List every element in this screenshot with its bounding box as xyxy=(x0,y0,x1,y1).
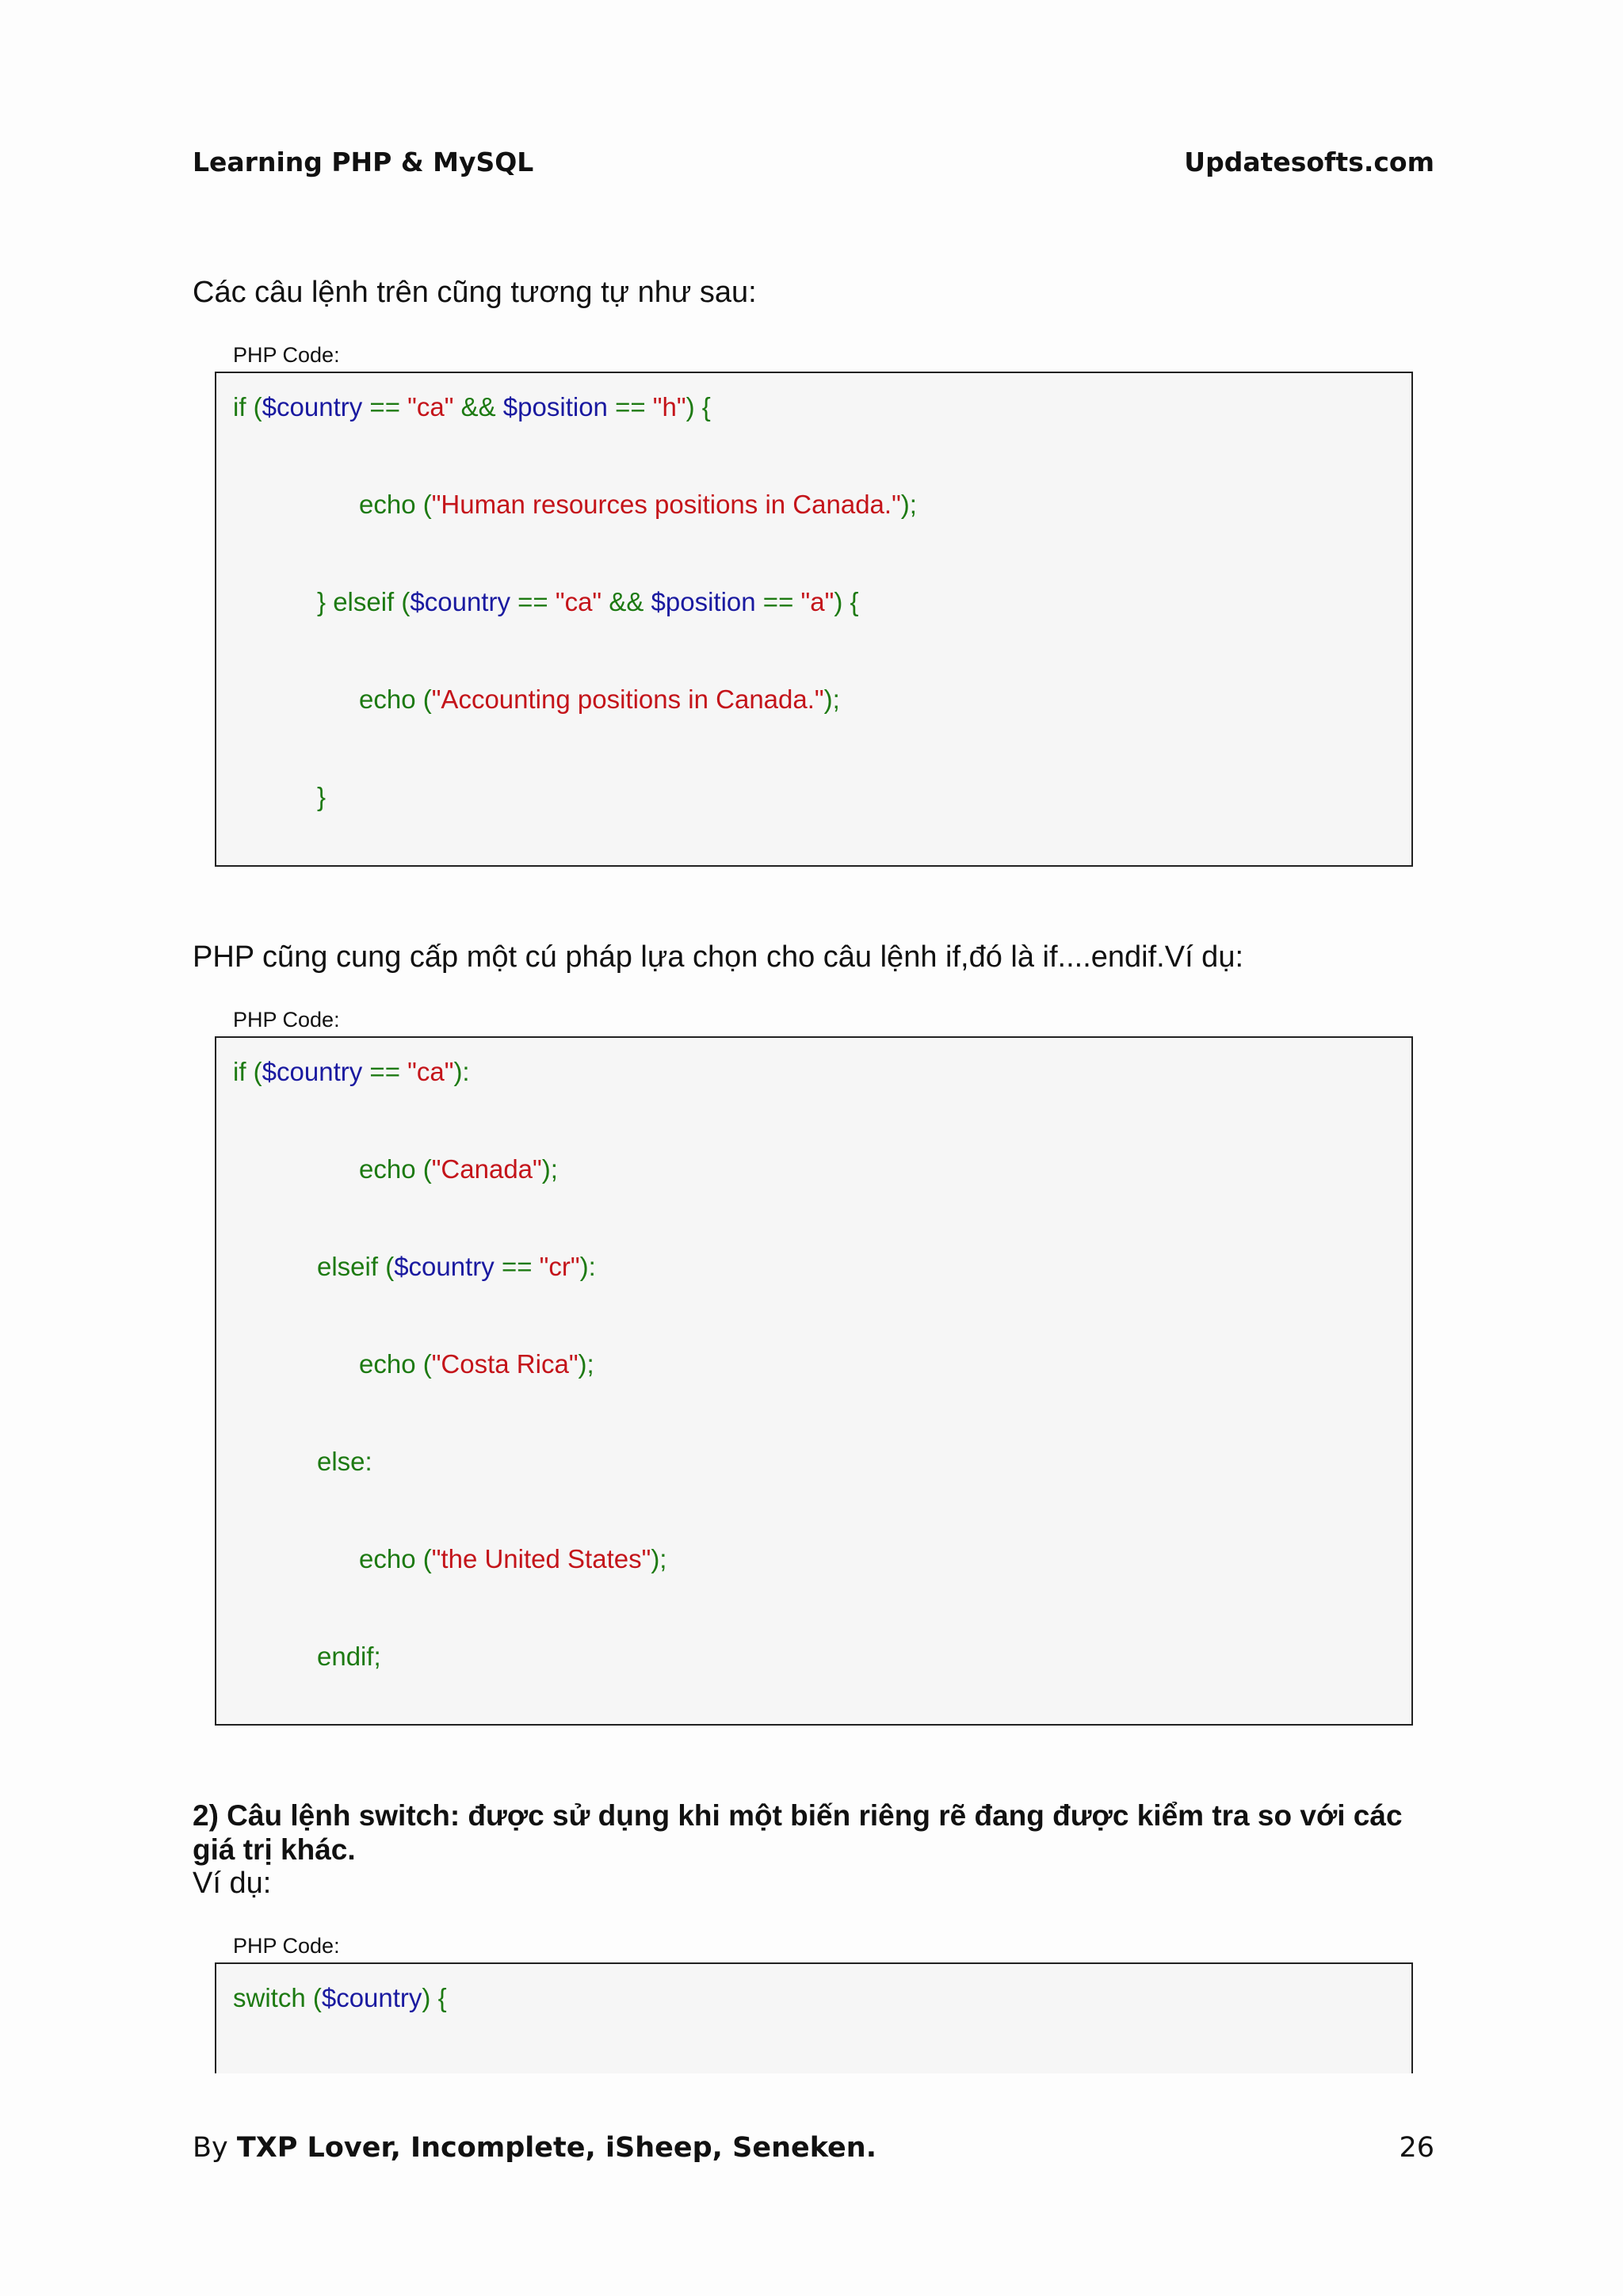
site-name: Updatesofts.com xyxy=(1184,147,1434,177)
code-line xyxy=(359,684,840,715)
code-keyword: ) { xyxy=(685,392,711,421)
footer-by: By xyxy=(193,2132,237,2164)
code-string: "Human resources positions in Canada." xyxy=(431,490,901,519)
code-line xyxy=(359,1543,666,1575)
code-string: "Accounting positions in Canada." xyxy=(431,685,824,714)
code-keyword: == xyxy=(494,1252,540,1281)
code-keyword: == xyxy=(607,392,653,421)
code-string: "cr" xyxy=(539,1252,580,1281)
page-number: 26 xyxy=(1399,2132,1434,2164)
code-keyword: && xyxy=(601,587,651,616)
code-keyword: endif; xyxy=(317,1642,381,1671)
code-keyword: switch ( xyxy=(233,1983,322,2012)
section-heading: 2) Câu lệnh switch: được sử dụng khi một biến riêng rẽ đang được kiểm tra so với các giá trị khác. xyxy=(193,1799,1403,1866)
code-keyword: echo ( xyxy=(359,490,432,519)
code-block-1 xyxy=(215,372,1413,867)
code-keyword: ); xyxy=(541,1154,558,1184)
code-string: "h" xyxy=(652,392,686,421)
code-keyword: ) { xyxy=(834,587,859,616)
code-string: "Costa Rica" xyxy=(431,1349,579,1379)
code-keyword: == xyxy=(510,587,556,616)
code-line xyxy=(317,1641,381,1672)
code-string: "ca" xyxy=(407,392,454,421)
code-keyword: ); xyxy=(651,1544,667,1573)
code-string: "a" xyxy=(800,587,834,616)
code-label: PHP Code: xyxy=(233,1934,340,1958)
code-string: "the United States" xyxy=(431,1544,651,1573)
code-keyword: ); xyxy=(578,1349,594,1379)
code-keyword: else: xyxy=(317,1447,372,1476)
code-keyword: ): xyxy=(453,1057,470,1086)
intro-paragraph: Các câu lệnh trên cũng tương tự như sau: xyxy=(193,276,757,309)
code-keyword: ): xyxy=(579,1252,596,1281)
code-variable: $position xyxy=(502,392,608,421)
example-label: Ví dụ: xyxy=(193,1867,272,1900)
footer-credits xyxy=(193,2131,876,2164)
code-keyword: ) { xyxy=(422,1983,447,2012)
code-keyword: == xyxy=(362,1057,408,1086)
code-block-2 xyxy=(215,1036,1413,1726)
code-line xyxy=(317,1251,596,1283)
code-keyword: if ( xyxy=(233,392,262,421)
code-variable: $country xyxy=(321,1983,422,2012)
code-line xyxy=(233,1056,470,1088)
code-keyword: == xyxy=(362,392,408,421)
code-line xyxy=(233,1982,447,2014)
code-keyword: ); xyxy=(823,685,840,714)
code-keyword: } elseif ( xyxy=(317,587,411,616)
code-keyword: echo ( xyxy=(359,1349,432,1379)
code-line xyxy=(359,489,917,521)
footer-authors: TXP Lover, Incomplete, iSheep, Seneken. xyxy=(236,2132,877,2164)
code-keyword: == xyxy=(755,587,801,616)
document-title: Learning PHP & MySQL xyxy=(193,147,534,177)
code-keyword: } xyxy=(317,782,327,811)
code-variable: $country xyxy=(394,1252,495,1281)
code-string: "ca" xyxy=(407,1057,454,1086)
code-keyword: && xyxy=(453,392,503,421)
code-block-3 xyxy=(215,1962,1413,2073)
code-line xyxy=(317,586,859,618)
code-keyword: echo ( xyxy=(359,1544,432,1573)
code-keyword: echo ( xyxy=(359,1154,432,1184)
code-variable: $position xyxy=(651,587,756,616)
code-keyword: elseif ( xyxy=(317,1252,395,1281)
code-variable: $country xyxy=(262,1057,363,1086)
code-label: PHP Code: xyxy=(233,1008,340,1032)
code-keyword: echo ( xyxy=(359,685,432,714)
code-line xyxy=(317,1446,372,1478)
code-variable: $country xyxy=(410,587,510,616)
alt-syntax-paragraph: PHP cũng cung cấp một cú pháp lựa chọn cho câu lệnh if,đó là if....endif.Ví dụ: xyxy=(193,940,1244,974)
code-string: "Canada" xyxy=(431,1154,542,1184)
code-label: PHP Code: xyxy=(233,343,340,367)
code-keyword: if ( xyxy=(233,1057,262,1086)
code-line xyxy=(359,1154,558,1185)
code-line xyxy=(359,1348,594,1380)
code-line xyxy=(317,781,326,813)
code-line xyxy=(233,391,711,423)
code-string: "ca" xyxy=(555,587,602,616)
code-variable: $country xyxy=(262,392,363,421)
code-keyword: ); xyxy=(900,490,917,519)
